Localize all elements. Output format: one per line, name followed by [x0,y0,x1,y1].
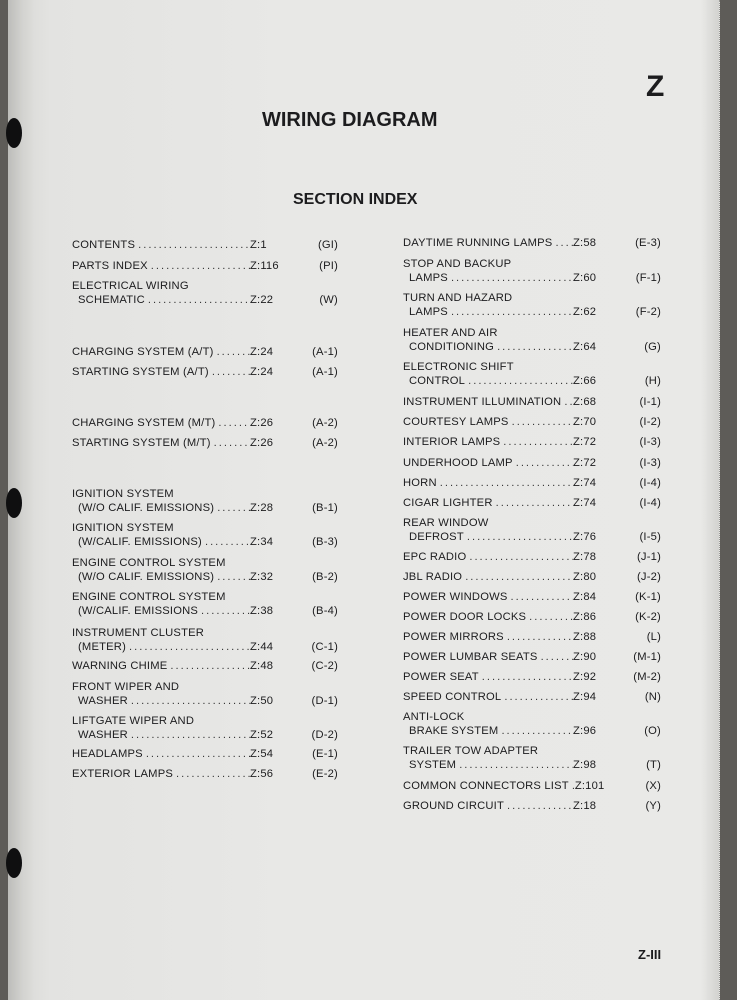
entry-section-code: (B-1) [312,502,338,514]
index-entry [72,345,338,359]
entry-section-code: (N) [644,691,661,703]
dot-leader [128,728,250,742]
page-number: Z-III [638,947,662,962]
index-entry [403,257,661,285]
dot-leader [214,570,250,584]
index-entry [72,416,338,430]
entry-section-code: (D-1) [311,695,338,707]
entry-page-ref: Z:72 [573,457,597,469]
entry-label: IGNITION SYSTEM [72,522,174,534]
entry-section-code: (L) [646,631,661,643]
entry-label: SCHEMATIC [78,294,145,306]
entry-section-code: (W) [319,294,338,306]
index-entry [72,680,338,708]
index-entry [72,487,338,515]
entry-label: (W/O CALIF. EMISSIONS) [78,571,215,583]
dot-leader [143,747,250,761]
index-entry [403,415,661,429]
entry-label: (W/O CALIF. EMISSIONS) [78,502,215,514]
entry-page-ref: Z:72 [573,436,597,448]
index-entry [72,626,338,654]
entry-page-ref: Z:60 [573,272,597,284]
dot-leader [465,374,573,388]
index-entry [72,556,338,584]
entry-label: JBL RADIO [403,571,463,583]
entry-page-ref: Z:32 [250,571,274,583]
section-index-heading: SECTION INDEX [293,191,418,208]
entry-label: CHARGING SYSTEM (M/T) [72,417,216,429]
entry-section-code: (G) [644,341,661,353]
index-entry [403,590,661,604]
entry-section-code: (K-1) [635,591,661,603]
entry-label: COURTESY LAMPS [403,416,509,428]
entry-label: BRAKE SYSTEM [409,725,499,737]
index-entry [403,799,661,813]
entry-label: LAMPS [409,272,448,284]
entry-section-code: (K-2) [635,611,661,623]
entry-page-ref: Z:116 [250,260,279,272]
entry-page-ref: Z:50 [250,695,274,707]
entry-section-code: (I-3) [639,436,661,448]
entry-label: CHARGING SYSTEM (A/T) [72,346,214,358]
entry-section-code: (O) [644,725,661,737]
entry-label: POWER LUMBAR SEATS [403,651,538,663]
entry-label: CONTENTS [72,239,136,251]
entry-page-ref: Z:98 [573,759,597,771]
entry-page-ref: Z:80 [573,571,597,583]
entry-label: DEFROST [409,531,464,543]
index-entry [72,747,338,761]
entry-label: WARNING CHIME [72,660,168,672]
index-entry [403,516,661,544]
dot-leader [215,416,250,430]
index-entry [403,710,661,738]
entry-section-code: (A-2) [312,417,338,429]
entry-page-ref: Z:88 [573,631,597,643]
dot-leader [494,340,573,354]
entry-label: WASHER [78,729,128,741]
entry-section-code: (A-1) [312,366,338,378]
entry-label: CONTROL [409,375,466,387]
entry-page-ref: Z:1 [250,239,267,251]
entry-page-ref: Z:68 [573,396,597,408]
entry-label: (W/CALIF. EMISSIONS) [78,536,202,548]
index-entry [72,767,338,781]
index-column-right [403,236,661,816]
entry-section-code: (C-2) [311,660,338,672]
dot-leader [493,496,573,510]
entry-section-code: (B-4) [312,605,338,617]
dot-leader [538,650,573,664]
index-entry [403,326,661,354]
entry-page-ref: Z:26 [250,437,274,449]
entry-label: FRONT WIPER AND [72,681,180,693]
entry-page-ref: Z:84 [573,591,597,603]
index-entry [403,630,661,644]
entry-label: STOP AND BACKUP [403,258,512,270]
dot-leader [173,767,250,781]
dot-leader [498,724,573,738]
index-entry [403,456,661,470]
entry-section-code: (I-2) [639,416,661,428]
entry-section-code: (D-2) [311,729,338,741]
entry-page-ref: Z:44 [250,641,274,653]
section-letter: Z [646,70,666,103]
index-entry [403,550,661,564]
entry-page-ref: Z:18 [573,800,597,812]
entry-page-ref: Z:48 [250,660,274,672]
entry-page-ref: Z:101 [574,780,605,792]
entry-section-code: (I-5) [639,531,661,543]
dot-leader [211,436,250,450]
entry-section-code: (PI) [319,260,338,272]
entry-label: HEATER AND AIR [403,327,498,339]
entry-label: (W/CALIF. EMISSIONS [78,605,199,617]
index-entry [72,238,338,252]
entry-label: TRAILER TOW ADAPTER [403,745,539,757]
entry-section-code: (Y) [645,800,661,812]
entry-section-code: (I-4) [639,477,661,489]
entry-label: WASHER [78,695,128,707]
index-entry [403,650,661,664]
entry-label: (METER) [78,641,127,653]
entry-label: GROUND CIRCUIT [403,800,504,812]
entry-label: INTERIOR LAMPS [403,436,501,448]
entry-label: SPEED CONTROL [403,691,502,703]
dot-leader [504,799,573,813]
entry-section-code: (I-3) [639,457,661,469]
dot-leader [509,415,573,429]
dot-leader [561,395,573,409]
index-entry [403,610,661,624]
entry-page-ref: Z:62 [573,306,597,318]
entry-label: TURN AND HAZARD [403,292,513,304]
entry-section-code: (B-3) [312,536,338,548]
index-entry [72,279,338,307]
entry-page-ref: Z:86 [573,611,597,623]
index-entry [403,496,661,510]
entry-label: CIGAR LIGHTER [403,497,493,509]
index-entry [72,714,338,742]
entry-label: HEADLAMPS [72,748,143,760]
entry-section-code: (H) [644,375,661,387]
entry-section-code: (GI) [317,239,338,251]
entry-page-ref: Z:96 [573,725,597,737]
entry-page-ref: Z:26 [250,417,274,429]
entry-section-code: (A-1) [312,346,338,358]
entry-page-ref: Z:66 [573,375,597,387]
entry-label: HORN [403,477,437,489]
dot-leader [214,345,250,359]
dot-leader [135,238,250,252]
index-column-left [72,238,338,798]
dot-leader [456,758,573,772]
index-entry [403,291,661,319]
page-edge [701,0,720,1000]
entry-label: PARTS INDEX [72,260,148,272]
index-entry [403,236,661,250]
dot-leader [500,435,573,449]
dot-leader [202,535,250,549]
index-entry [72,365,338,379]
entry-section-code: (T) [646,759,661,771]
dot-leader [214,501,250,515]
entry-page-ref: Z:54 [250,748,274,760]
index-entry [72,590,338,618]
index-entry [72,259,338,273]
dot-leader [198,604,250,618]
entry-page-ref: Z:24 [250,346,274,358]
entry-section-code: (J-2) [637,571,661,583]
dot-leader [148,259,250,273]
entry-label: INSTRUMENT ILLUMINATION [403,396,562,408]
dot-leader [448,305,573,319]
dot-leader [167,659,250,673]
entry-label: IGNITION SYSTEM [72,488,174,500]
entry-label: COMMON CONNECTORS LIST [403,780,569,792]
entry-section-code: (C-1) [311,641,338,653]
entry-label: POWER WINDOWS [403,591,508,603]
entry-label: CONDITIONING [409,341,495,353]
entry-label: LIFTGATE WIPER AND [72,715,195,727]
entry-label: DAYTIME RUNNING LAMPS [403,237,553,249]
entry-page-ref: Z:92 [573,671,597,683]
entry-label: ANTI-LOCK [403,711,465,723]
entry-label: UNDERHOOD LAMP [403,457,513,469]
entry-label: ELECTRONIC SHIFT [403,361,514,373]
entry-label: REAR WINDOW [403,517,489,529]
index-entry [403,395,661,409]
entry-page-ref: Z:58 [573,237,597,249]
index-entry [72,436,338,450]
dot-leader [462,570,573,584]
dot-leader [504,630,573,644]
dot-leader [437,476,573,490]
index-entry [403,570,661,584]
entry-page-ref: Z:22 [250,294,274,306]
dot-leader [448,271,573,285]
index-entry [72,659,338,673]
binder-hole [6,848,22,878]
entry-page-ref: Z:76 [573,531,597,543]
index-entry [403,360,661,388]
entry-page-ref: Z:34 [250,536,274,548]
page-title: WIRING DIAGRAM [262,109,438,131]
entry-section-code: (E-3) [635,237,661,249]
dot-leader [501,690,573,704]
entry-page-ref: Z:52 [250,729,274,741]
index-entry [403,670,661,684]
dot-leader [128,694,250,708]
dot-leader [552,236,573,250]
dot-leader [464,530,573,544]
entry-section-code: (M-1) [633,651,661,663]
binder-hole [6,488,22,518]
entry-page-ref: Z:74 [573,477,597,489]
index-entry [403,779,661,793]
entry-section-code: (B-2) [312,571,338,583]
entry-section-code: (M-2) [633,671,661,683]
entry-section-code: (X) [645,780,661,792]
entry-page-ref: Z:78 [573,551,597,563]
index-entry [72,521,338,549]
entry-page-ref: Z:70 [573,416,597,428]
entry-label: ENGINE CONTROL SYSTEM [72,591,226,603]
entry-label: EXTERIOR LAMPS [72,768,174,780]
entry-label: POWER DOOR LOCKS [403,611,527,623]
entry-page-ref: Z:24 [250,366,274,378]
entry-page-ref: Z:28 [250,502,274,514]
index-entry [403,435,661,449]
entry-section-code: (J-1) [637,551,661,563]
index-entry [403,690,661,704]
dot-leader [508,590,573,604]
entry-label: POWER MIRRORS [403,631,504,643]
entry-section-code: (E-2) [312,768,338,780]
dot-leader [209,365,250,379]
entry-label: ENGINE CONTROL SYSTEM [72,557,226,569]
entry-section-code: (F-1) [635,272,661,284]
entry-page-ref: Z:64 [573,341,597,353]
entry-label: STARTING SYSTEM (M/T) [72,437,211,449]
entry-section-code: (E-1) [312,748,338,760]
dot-leader [479,670,573,684]
binder-hole [6,118,22,148]
entry-page-ref: Z:56 [250,768,274,780]
entry-label: POWER SEAT [403,671,479,683]
entry-label: STARTING SYSTEM (A/T) [72,366,209,378]
entry-label: ELECTRICAL WIRING [72,280,189,292]
dot-leader [466,550,573,564]
entry-page-ref: Z:90 [573,651,597,663]
entry-page-ref: Z:38 [250,605,274,617]
index-entry [403,476,661,490]
dot-leader [513,456,573,470]
dot-leader [126,640,250,654]
dot-leader [145,293,250,307]
dot-leader [526,610,573,624]
entry-section-code: (A-2) [312,437,338,449]
entry-label: SYSTEM [409,759,457,771]
index-entry [403,744,661,772]
entry-label: EPC RADIO [403,551,467,563]
entry-label: INSTRUMENT CLUSTER [72,627,205,639]
entry-page-ref: Z:94 [573,691,597,703]
entry-label: LAMPS [409,306,448,318]
entry-section-code: (I-1) [639,396,661,408]
entry-section-code: (I-4) [639,497,661,509]
entry-section-code: (F-2) [635,306,661,318]
entry-page-ref: Z:74 [573,497,597,509]
